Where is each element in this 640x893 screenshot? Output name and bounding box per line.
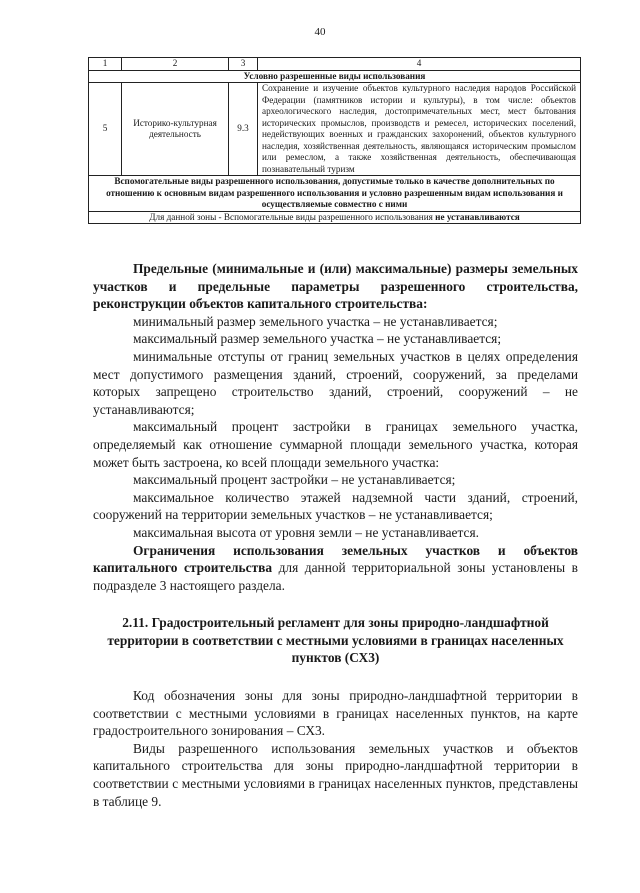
limit-item: минимальные отступы от границ земельных участков в целях определения мест допустимого размещения зданий, строений, сооружений, за пределами которых запрещено строительство зданий, строений, сооружений – не устанавливаются; <box>93 348 578 417</box>
regulation-table <box>88 57 581 224</box>
body-text <box>93 260 578 810</box>
limit-item: максимальная высота от уровня земли – не устанавливается. <box>133 524 479 540</box>
header-col-1: 1 <box>89 58 122 71</box>
limit-item: максимальное количество этажей надземной части зданий, строений, сооружений на территории земельных участков – не устанавливается; <box>93 489 578 523</box>
section-title: Условно разрешенные виды использования <box>89 70 581 83</box>
limit-item: максимальный процент застройки – не устанавливается; <box>133 472 456 488</box>
restrictions-paragraph <box>93 542 578 595</box>
section-paragraph-1: Код обозначения зоны для зоны природно-ландшафтной территории в соответствии с местными условиями в границах населенных пунктов, на карте градостроительного зонирования – СХ3. <box>93 688 578 739</box>
limit-item: максимальный размер земельного участка – не устанавливается; <box>133 331 502 347</box>
row-name: Историко-культурная деятельность <box>122 83 229 176</box>
restrictions-bold: Ограничения использования земельных участков и объектов капитального строительства <box>93 542 578 576</box>
page-number: 40 <box>314 26 326 38</box>
table-header-row <box>89 58 581 71</box>
table-section-row <box>89 70 581 83</box>
aux-note-bold: не устанавливаются <box>435 211 520 222</box>
row-description: Сохранение и изучение объектов культурного наследия народов Российской Федерации (памятников истории и культуры), в том числе: объектов археологического наследия, достопримечательных мест, мест бытования исторических промыслов, производств и ремесел, исторических поселений, недействующих военных и гражданских захоронений, объектов культурного наследия, хозяйственная деятельность, являющаяся историческим промыслом или ремеслом, а также хозяйственная деятельность, обеспечивающая познавательный туризм <box>258 83 581 176</box>
limit-item: минимальный размер земельного участка – не устанавливается; <box>133 313 498 329</box>
row-number: 5 <box>89 83 122 176</box>
section-paragraph-2: Виды разрешенного использования земельных участков и объектов капитального строительства для зоны природно-ландшафтной территории в соответствии с местными условиями в границах населенных пунктов, представлены в таблице 9. <box>93 740 578 809</box>
restrictions-rest: для данной территориальной зоны установлены в подразделе 3 настоящего раздела. <box>93 560 579 593</box>
section-heading: 2.11. Градостроительный регламент для зоны природно-ландшафтной территории в соответствии с местными условиями в границах населенных пунктов (СХ3) <box>107 615 564 666</box>
limits-heading: Предельные (минимальные и (или) максимальные) размеры земельных участков и предельные параметры разрешенного строительства, реконструкции объектов капитального строительства: <box>93 261 578 312</box>
aux-title-row <box>89 176 581 212</box>
aux-note-row <box>89 211 581 224</box>
header-col-3: 3 <box>229 58 258 71</box>
aux-title: Вспомогательные виды разрешенного использования, допустимые только в качестве дополнительных по отношению к основным видам разрешенного использования и условно разрешенным видам использования и осуществляемые совместно с ними <box>89 176 581 212</box>
header-col-2: 2 <box>122 58 229 71</box>
row-code: 9.3 <box>229 83 258 176</box>
header-col-4: 4 <box>258 58 581 71</box>
limit-item: максимальный процент застройки в границах земельного участка, определяемый как отношение суммарной площади земельного участка, которая может быть застроена, ко всей площади земельного участка: <box>93 419 578 470</box>
aux-note <box>89 211 581 224</box>
table-row <box>89 83 581 176</box>
aux-note-plain: Для данной зоны - Вспомогательные виды разрешенного использования <box>149 211 436 222</box>
